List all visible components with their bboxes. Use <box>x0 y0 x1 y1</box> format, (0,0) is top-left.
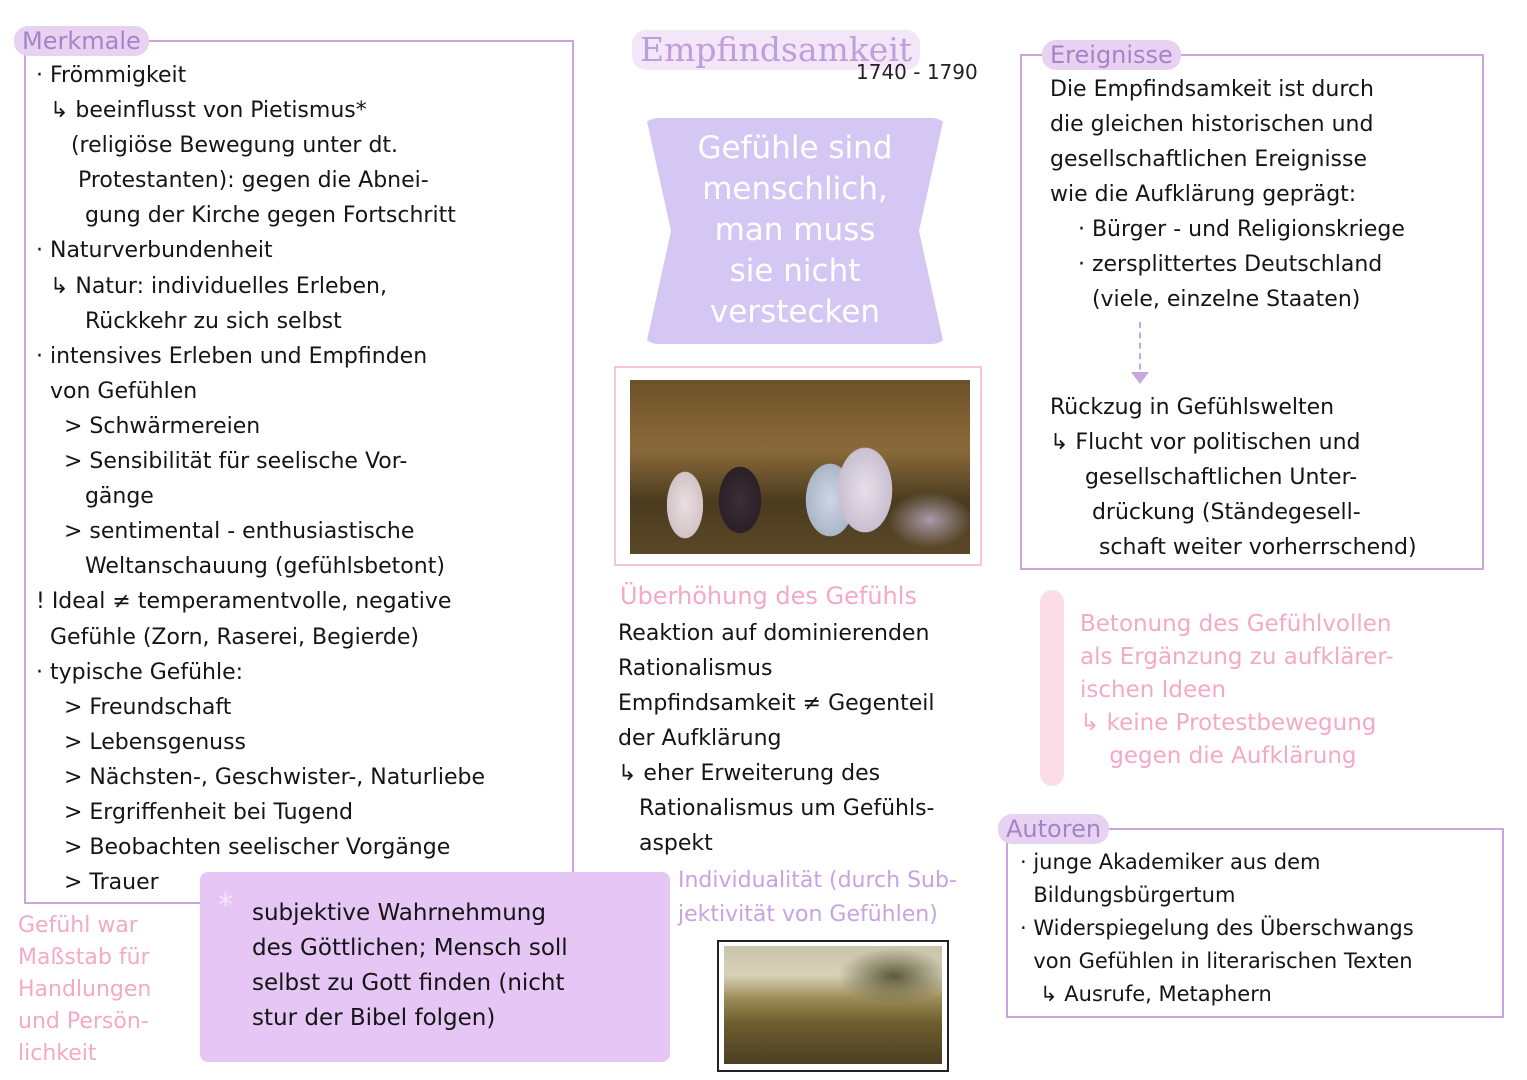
merkmale-list <box>36 58 485 900</box>
merkmale-line: Protestanten): gegen die Abnei- <box>36 168 429 194</box>
merkmale-line: > Ergriffenheit bei Tugend <box>36 799 353 825</box>
side-note-line: Handlungen <box>18 977 152 1002</box>
ereignisse-line: · zersplittertes Deutschland <box>1050 252 1383 277</box>
pietismus-note-line: selbst zu Gott finden (nicht <box>252 970 565 996</box>
individualitaet-line: Individualität (durch Sub- <box>678 868 957 893</box>
rueckzug-line: Rückzug in Gefühlswelten <box>1050 395 1335 420</box>
merkmale-line: > Schwärmereien <box>36 413 261 439</box>
ereignisse-text <box>1050 72 1405 317</box>
merkmale-line: · Frömmigkeit <box>36 63 187 88</box>
banner-text <box>640 128 950 333</box>
middle-heading: Überhöhung des Gefühls <box>620 582 917 610</box>
betonung-line: als Ergänzung zu aufklärer- <box>1080 644 1394 670</box>
merkmale-line: ↳ beeinflusst von Pietismus* <box>36 98 367 124</box>
individualitaet-line: jektivität von Gefühlen) <box>678 902 938 927</box>
rueckzug-text <box>1050 390 1417 565</box>
merkmale-line: ↳ Natur: individuelles Erleben, <box>36 273 387 299</box>
autoren-line: Bildungsbürgertum <box>1020 883 1236 907</box>
ereignisse-line: wie die Aufklärung geprägt: <box>1050 182 1357 207</box>
middle-line: Empfindsamkeit ≠ Gegenteil <box>618 691 935 716</box>
painting-women-image <box>630 380 970 554</box>
pietismus-note <box>252 896 568 1036</box>
merkmale-line: · Naturverbundenheit <box>36 238 273 264</box>
merkmale-line: gung der Kirche gegen Fortschritt <box>36 203 456 229</box>
asterisk-icon: * <box>218 888 233 923</box>
merkmale-line: > Sensibilität für seelische Vor- <box>36 449 408 475</box>
autoren-text <box>1020 846 1414 1011</box>
merkmale-line: > sentimental - enthusiastische <box>36 519 415 545</box>
middle-text <box>618 616 935 861</box>
betonung-text <box>1080 608 1394 773</box>
rueckzug-line: gesellschaftlichen Unter- <box>1050 465 1358 490</box>
merkmale-line: > Trauer <box>36 870 159 896</box>
betonung-line: gegen die Aufklärung <box>1080 743 1357 769</box>
merkmale-line: > Lebensgenuss <box>36 729 247 755</box>
rueckzug-line: ↳ Flucht vor politischen und <box>1050 430 1361 455</box>
merkmale-tag: Merkmale <box>14 26 149 56</box>
betonung-line: ↳ keine Protestbewegung <box>1080 710 1377 736</box>
autoren-line: · Widerspiegelung des Überschwangs <box>1020 916 1414 940</box>
pietismus-note-line: des Göttlichen; Mensch soll <box>252 935 568 961</box>
autoren-tag: Autoren <box>998 814 1109 844</box>
autoren-line: · junge Akademiker aus dem <box>1020 850 1321 874</box>
arrow-down-icon <box>1131 372 1149 384</box>
pink-side-bar <box>1040 590 1064 786</box>
merkmale-line: ! Ideal ≠ temperamentvolle, negative <box>36 589 452 615</box>
side-note-line: Maßstab für <box>18 945 150 970</box>
merkmale-line: > Beobachten seelischer Vorgänge <box>36 835 451 861</box>
ereignisse-line: (viele, einzelne Staaten) <box>1050 287 1361 312</box>
side-note <box>18 910 151 1070</box>
middle-line: Rationalismus um Gefühls- <box>618 796 935 821</box>
middle-line: der Aufklärung <box>618 726 782 751</box>
merkmale-line: Rückkehr zu sich selbst <box>36 308 342 334</box>
banner-line: menschlich, <box>702 171 888 207</box>
ereignisse-line: gesellschaftlichen Ereignisse <box>1050 147 1368 172</box>
merkmale-line: Weltanschauung (gefühlsbetont) <box>36 554 445 580</box>
middle-line: ↳ eher Erweiterung des <box>618 761 881 786</box>
merkmale-line: > Freundschaft <box>36 694 232 720</box>
landscape-painting-image <box>724 946 942 1064</box>
merkmale-line: (religiöse Bewegung unter dt. <box>36 133 399 159</box>
pietismus-note-line: stur der Bibel folgen) <box>252 1005 496 1031</box>
side-note-line: und Persön- <box>18 1009 149 1034</box>
middle-line: Rationalismus <box>618 656 773 681</box>
rueckzug-line: drückung (Ständegesell- <box>1050 500 1361 525</box>
merkmale-line: gänge <box>36 484 154 510</box>
merkmale-line: · intensives Erleben und Empfinden <box>36 343 428 369</box>
betonung-line: Betonung des Gefühlvollen <box>1080 611 1392 637</box>
ereignisse-tag: Ereignisse <box>1042 40 1181 70</box>
autoren-line: ↳ Ausrufe, Metaphern <box>1020 982 1272 1006</box>
ereignisse-line: Die Empfindsamkeit ist durch <box>1050 77 1374 102</box>
autoren-line: von Gefühlen in literarischen Texten <box>1020 949 1413 973</box>
merkmale-line: Gefühle (Zorn, Raserei, Begierde) <box>36 624 420 650</box>
merkmale-line: von Gefühlen <box>36 378 198 404</box>
middle-line: Reaktion auf dominierenden <box>618 621 930 646</box>
individualitaet-note <box>678 864 957 932</box>
banner-line: man muss <box>714 212 876 248</box>
side-note-line: lichkeit <box>18 1041 97 1066</box>
ereignisse-line: die gleichen historischen und <box>1050 112 1374 137</box>
banner-line: Gefühle sind <box>697 130 893 166</box>
rueckzug-line: schaft weiter vorherrschend) <box>1050 535 1417 560</box>
side-note-line: Gefühl war <box>18 913 138 938</box>
pietismus-note-line: subjektive Wahrnehmung <box>252 900 546 926</box>
middle-line: aspekt <box>618 831 713 856</box>
betonung-line: ischen Ideen <box>1080 677 1226 703</box>
banner-line: sie nicht <box>729 253 861 289</box>
merkmale-line: > Nächsten-, Geschwister-, Naturliebe <box>36 764 486 790</box>
page-title: Empfindsamkeit <box>632 30 920 70</box>
years: 1740 - 1790 <box>856 60 978 84</box>
merkmale-line: · typische Gefühle: <box>36 659 244 685</box>
ereignisse-line: · Bürger - und Religionskriege <box>1050 217 1405 242</box>
banner-line: verstecken <box>709 294 881 330</box>
